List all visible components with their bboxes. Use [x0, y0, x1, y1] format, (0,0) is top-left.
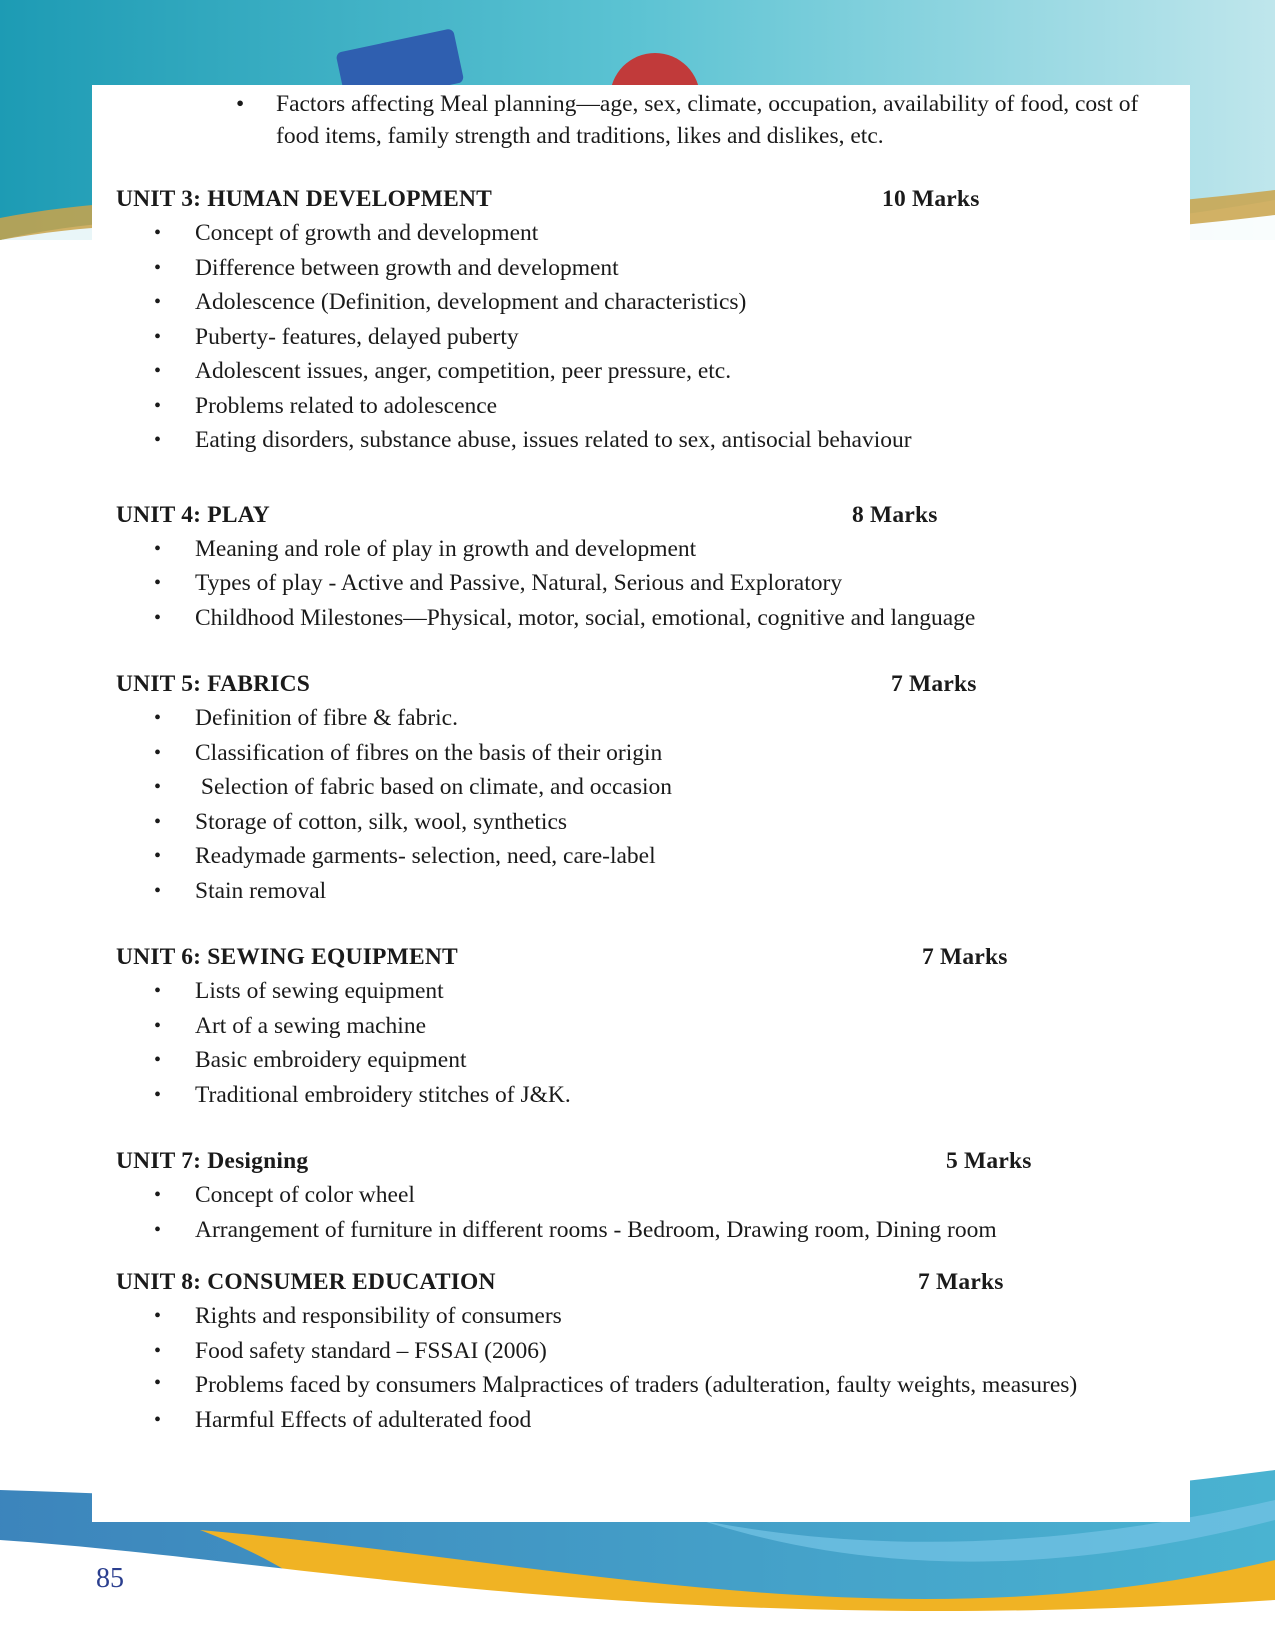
- list-item: [116, 389, 1186, 424]
- list-item: [116, 1178, 1186, 1213]
- unit-title: UNIT 6: SEWING EQUIPMENT: [116, 944, 458, 970]
- list-item: [116, 251, 1186, 286]
- bullet-icon: •: [154, 222, 162, 244]
- list-item-text: Concept of color wheel: [195, 1182, 415, 1208]
- bullet-icon: •: [154, 1083, 162, 1106]
- unit-marks: 5 Marks: [946, 1148, 1032, 1174]
- bullet-icon: •: [154, 1409, 162, 1431]
- list-item-text: Adolescent issues, anger, competition, peer pressure, etc.: [195, 358, 732, 384]
- bullet-icon: •: [154, 1305, 162, 1327]
- list-item: [116, 1368, 1186, 1403]
- unit-4-section: [116, 498, 1186, 636]
- list-item-text: Lists of sewing equipment: [195, 978, 444, 1004]
- bullet-icon: •: [154, 1372, 162, 1394]
- list-item-text: Adolescence (Definition, development and characteristics): [195, 289, 747, 315]
- list-item: [116, 423, 1186, 458]
- unit-marks: 8 Marks: [852, 501, 938, 528]
- list-item-text: Puberty- features, delayed puberty: [195, 323, 519, 350]
- unit-topic-list: [116, 1178, 1186, 1247]
- list-item: [116, 216, 1186, 251]
- bullet-icon: •: [154, 741, 162, 764]
- list-item-text: Readymade garments- selection, need, care-label: [195, 843, 656, 869]
- list-item: [116, 1213, 1186, 1248]
- list-item-text: Meaning and role of play in growth and development: [195, 535, 697, 562]
- list-item: [116, 320, 1186, 355]
- list-item: [116, 974, 1186, 1009]
- list-item-text: Stain removal: [195, 877, 327, 904]
- list-item: [116, 1078, 1186, 1113]
- list-item: [116, 1043, 1186, 1078]
- list-item: [116, 874, 1186, 909]
- bullet-icon: •: [236, 91, 245, 117]
- unit-heading: [116, 1265, 1186, 1299]
- bullet-icon: •: [154, 1014, 162, 1037]
- list-item: [116, 532, 1186, 567]
- unit-heading: [116, 667, 1186, 701]
- unit-marks: 7 Marks: [891, 671, 977, 697]
- spacer: [116, 635, 1186, 667]
- unit-topic-list: [116, 974, 1186, 1112]
- unit-5-section: [116, 667, 1186, 908]
- unit-topic-list: [116, 216, 1186, 458]
- bullet-icon: •: [154, 291, 162, 313]
- bullet-icon: •: [154, 429, 162, 451]
- bullet-icon: •: [154, 1339, 162, 1362]
- unit-heading: [116, 498, 1186, 532]
- bullet-icon: •: [154, 325, 162, 348]
- list-item: [116, 1009, 1186, 1044]
- unit-title: UNIT 4: PLAY: [116, 501, 270, 528]
- list-item-text: Difference between growth and development: [195, 254, 619, 281]
- bullet-icon: •: [154, 256, 162, 279]
- spacer: [116, 908, 1186, 940]
- bullet-icon: •: [154, 360, 162, 382]
- spacer: [116, 458, 1186, 498]
- list-item-text: Eating disorders, substance abuse, issues related to sex, antisocial behaviour: [195, 427, 912, 453]
- list-item-text: Childhood Milestones—Physical, motor, social, emotional, cognitive and language: [195, 604, 976, 631]
- bullet-icon: •: [154, 394, 162, 417]
- list-item: [116, 601, 1186, 636]
- unit-8-section: [116, 1265, 1186, 1438]
- list-item-text: Problems faced by consumers Malpractices of traders (adulteration, faulty weights, measures): [195, 1372, 1078, 1398]
- unit-title: UNIT 5: FABRICS: [116, 671, 311, 697]
- unit-topic-list: [116, 701, 1186, 908]
- unit-heading: [116, 1144, 1186, 1178]
- bullet-icon: •: [154, 810, 162, 833]
- bullet-icon: •: [154, 1049, 162, 1071]
- list-item: [116, 736, 1186, 771]
- unit-marks: 10 Marks: [882, 186, 980, 212]
- list-item-text: Concept of growth and development: [195, 220, 539, 246]
- list-item: [116, 1334, 1186, 1369]
- list-item-text: Food safety standard – FSSAI (2006): [195, 1337, 547, 1364]
- list-item-text: Types of play - Active and Passive, Natural, Serious and Exploratory: [195, 570, 843, 596]
- unit-title: UNIT 3: HUMAN DEVELOPMENT: [116, 186, 493, 212]
- unit-heading: [116, 182, 1186, 216]
- unit-marks: 7 Marks: [918, 1269, 1004, 1295]
- syllabus-content: [116, 88, 1186, 1438]
- unit-3-section: [116, 182, 1186, 458]
- list-item-text: Definition of fibre & fabric.: [195, 705, 458, 731]
- list-item: [116, 770, 1186, 805]
- list-item: [116, 354, 1186, 389]
- list-item-text: Problems related to adolescence: [195, 392, 498, 419]
- bullet-icon: •: [154, 879, 162, 902]
- list-item-text: Storage of cotton, silk, wool, synthetics: [195, 808, 568, 835]
- bullet-icon: •: [154, 776, 162, 798]
- list-item: [116, 88, 1186, 152]
- bullet-icon: •: [154, 1218, 162, 1241]
- bullet-icon: •: [154, 606, 162, 629]
- list-item-text: Harmful Effects of adulterated food: [195, 1407, 532, 1433]
- unit-topic-list: [116, 1299, 1186, 1438]
- bullet-icon: •: [154, 1184, 162, 1206]
- list-item-text: Traditional embroidery stitches of J&K.: [195, 1081, 571, 1108]
- unit-marks: 7 Marks: [922, 944, 1008, 970]
- unit-heading: [116, 940, 1186, 974]
- bullet-icon: •: [154, 980, 162, 1002]
- unit-topic-list: [116, 532, 1186, 636]
- list-item-text: Arrangement of furniture in different rooms - Bedroom, Drawing room, Dining room: [195, 1216, 997, 1243]
- unit-6-section: [116, 940, 1186, 1112]
- list-item-text: Factors affecting Meal planning—age, sex, climate, occupation, availability of food, cost of food items, family strength and traditions, likes and dislikes, etc.: [276, 91, 1139, 149]
- list-item-text: Art of a sewing machine: [195, 1012, 427, 1039]
- bullet-icon: •: [154, 537, 162, 560]
- unit-title: UNIT 8: CONSUMER EDUCATION: [116, 1269, 496, 1295]
- list-item: [116, 1299, 1186, 1334]
- list-item: [116, 805, 1186, 840]
- list-item: [116, 285, 1186, 320]
- list-item-text: Basic embroidery equipment: [195, 1047, 467, 1073]
- list-item: [116, 839, 1186, 874]
- spacer: [116, 1247, 1186, 1265]
- bullet-icon: •: [154, 707, 162, 729]
- list-item-text: Classification of fibres on the basis of their origin: [195, 739, 663, 766]
- list-item-text: Rights and responsibility of consumers: [195, 1303, 562, 1329]
- list-item-text: Selection of fabric based on climate, and occasion: [195, 774, 672, 800]
- bullet-icon: •: [154, 845, 162, 867]
- list-item: [116, 1403, 1186, 1438]
- bullet-icon: •: [154, 572, 162, 594]
- spacer: [116, 1112, 1186, 1144]
- page-number: 85: [96, 1563, 124, 1594]
- list-item: [116, 566, 1186, 601]
- unit-7-section: [116, 1144, 1186, 1247]
- list-item: [116, 701, 1186, 736]
- unit-title: UNIT 7: Designing: [116, 1148, 309, 1174]
